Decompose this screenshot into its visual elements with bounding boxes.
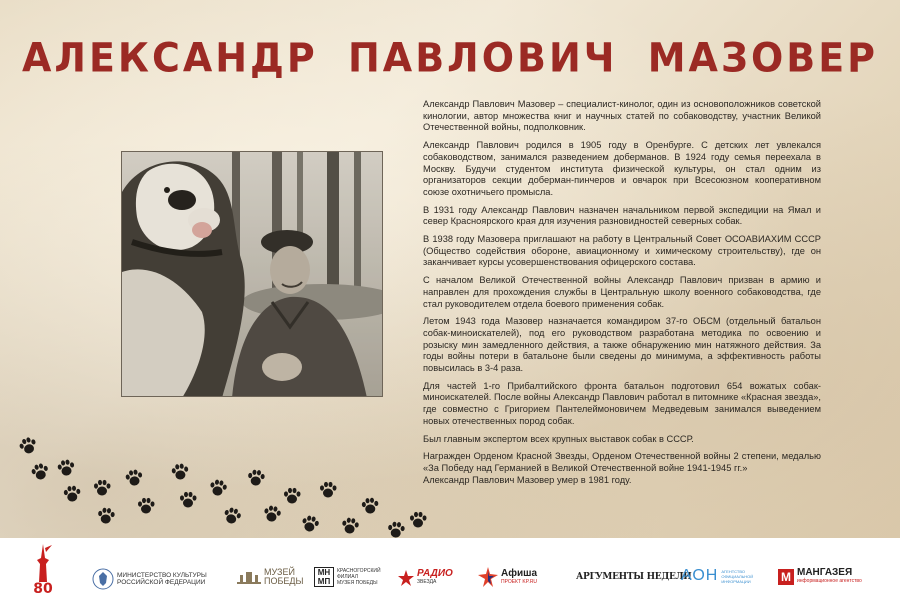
paragraph: Награжден Орденом Красной Звезды, Орденом Отечественной войны 2 степени, медалью «За Победу над Германией в Великой Отечественной войне 1941-1945 гг.»	[423, 451, 821, 473]
paragraph: Александр Павлович Мазовер умер в 1981 году.	[423, 474, 632, 485]
museum-building-icon	[236, 569, 262, 585]
paw-print-icon	[359, 495, 381, 517]
paw-print-icon	[28, 460, 52, 484]
ministry-culture-logo	[92, 568, 207, 590]
paragraph: Для частей 1-го Прибалтийского фронта батальон подготовил 654 вожатых собак-миноискателей. После войны Александр Павлович работал в питомнике «Красная звезда», где совместно с Григорием Пантелеймоновичем Медведевым занимался выведением новых отечественных пород собак.	[423, 380, 821, 426]
museum-line2: ПОБЕДЫ	[264, 576, 304, 586]
mangazeya-label: МАНГАЗЕЯ	[797, 567, 853, 578]
museum-line1: МУЗЕЙ	[264, 567, 295, 577]
page-title: АЛЕКСАНДР ПАВЛОВИЧ МАЗОВЕР	[21, 34, 879, 82]
ministry-line1: МИНИСТЕРСТВО КУЛЬТУРЫ	[117, 572, 207, 579]
paragraph: Летом 1943 года Мазовер назначается командиром 37-го ОБСМ (отдельный батальон собак-миноискателей), под его руководством разработана методика по освоению и розыску мин замедленного действия, а также обнаружению мин натяжного действия. За годы войны потери в батальоне были сведены до минимума, а эффективность работы повысилась в 3-4 раза.	[423, 316, 821, 374]
argumenty-nedeli-logo	[576, 572, 691, 582]
radio-label: РАДИО	[417, 568, 453, 579]
paw-print-icon	[61, 483, 83, 505]
afisha-label: Афиша	[501, 568, 538, 579]
paragraph: С началом Великой Отечественной войны Александр Павлович призван в армию и направлен для прохождения службы в Центральную школу военного собаководства, где стал руководителем отдела боевого применения собак.	[423, 275, 821, 309]
afisha-sub: ПРОЕКТ KP.RU	[501, 579, 538, 585]
paw-print-icon	[298, 512, 322, 536]
mangazeya-logo	[778, 568, 862, 585]
paw-print-icon	[136, 496, 156, 516]
kras-line1: КРАСНОГОРСКИЙ	[337, 568, 381, 574]
victory-80-logo	[28, 544, 58, 600]
paragraph: Александр Павлович родился в 1905 году в Оренбурге. С детских лет увлекался собаководством, занимался разведением доберманов. В 1924 году семья переехала в Москву. Будучи студентом института физической культуры, он стал одним из организаторов секции доберман-пинчеров и овчарок при Всесоюзном кооперативном союзе охотничьего промысла.	[423, 140, 821, 197]
paw-prints-decoration	[0, 420, 460, 538]
coat-of-arms-icon	[92, 568, 114, 590]
paragraph: В 1931 году Александр Павлович назначен начальником первой экспедиции на Ямал и север Красноярского края для изучения разновидностей северных собак.	[423, 204, 821, 227]
museum-victory-logo	[236, 568, 303, 586]
paw-print-icon	[54, 456, 77, 479]
paw-print-icon	[15, 433, 41, 459]
sponsor-footer	[0, 538, 900, 600]
motherland-statue-icon	[33, 544, 53, 582]
afisha-star-icon	[478, 567, 498, 587]
paw-print-icon	[95, 505, 117, 527]
argumenty-label: АРГУМЕНТЫ НЕДЕЛИ	[576, 572, 692, 582]
aon-sub: АГЕНТСТВО ОФИЦИАЛЬНОЙ ИНФОРМАЦИИ	[721, 568, 754, 584]
kras-line3: МУЗЕЯ ПОБЕДЫ	[337, 580, 378, 586]
paw-print-icon	[122, 466, 145, 489]
krasnogorsk-museum-logo	[314, 567, 381, 587]
paw-print-icon	[206, 476, 229, 499]
mangazeya-m-icon: M	[778, 569, 794, 585]
radio-zvezda-logo	[398, 569, 453, 586]
paw-print-icon	[178, 490, 198, 510]
paw-print-icon	[169, 461, 192, 484]
anniversary-number: 80	[33, 581, 53, 597]
paw-print-icon	[385, 519, 407, 538]
paw-print-icon	[92, 478, 112, 498]
red-star-icon	[398, 570, 414, 586]
paw-print-icon	[282, 486, 302, 506]
paragraph: Александр Павлович Мазовер – специалист-кинолог, один из основоположников советской кинологии, автор множества книг и научных статей по собаководству, участник Великой Отечественной войны, подполковник.	[423, 99, 821, 133]
aon-label: АОН	[681, 567, 719, 584]
paw-print-icon	[408, 510, 428, 530]
portrait-photo	[121, 151, 383, 397]
paw-print-icon	[260, 502, 283, 525]
paragraph: Был главным экспертом всех крупных выставок собак в СССР.	[423, 433, 694, 444]
paragraph: В 1938 году Мазовера приглашают на работу в Центральный Совет ОСОАВИАХИМ СССР (Общество содействия обороне, авиационному и химическому строительству), где он заканчивает курсы усовершенствования офицерского состава.	[423, 234, 821, 268]
mangazeya-sub: информационное агентство	[797, 578, 862, 584]
paw-print-icon	[245, 467, 267, 489]
paw-print-icon	[318, 480, 338, 500]
paw-print-icon	[339, 515, 362, 538]
afisha-logo	[478, 567, 537, 587]
kras-mark: МН МП	[314, 567, 334, 587]
biography-text	[423, 99, 821, 492]
ministry-line2: РОССИЙСКОЙ ФЕДЕРАЦИИ	[117, 579, 206, 586]
kras-line2: ФИЛИАЛ	[337, 574, 358, 580]
aon-logo	[681, 567, 765, 585]
radio-sub: ЗВЕЗДА	[417, 579, 437, 585]
paw-print-icon	[220, 504, 244, 528]
